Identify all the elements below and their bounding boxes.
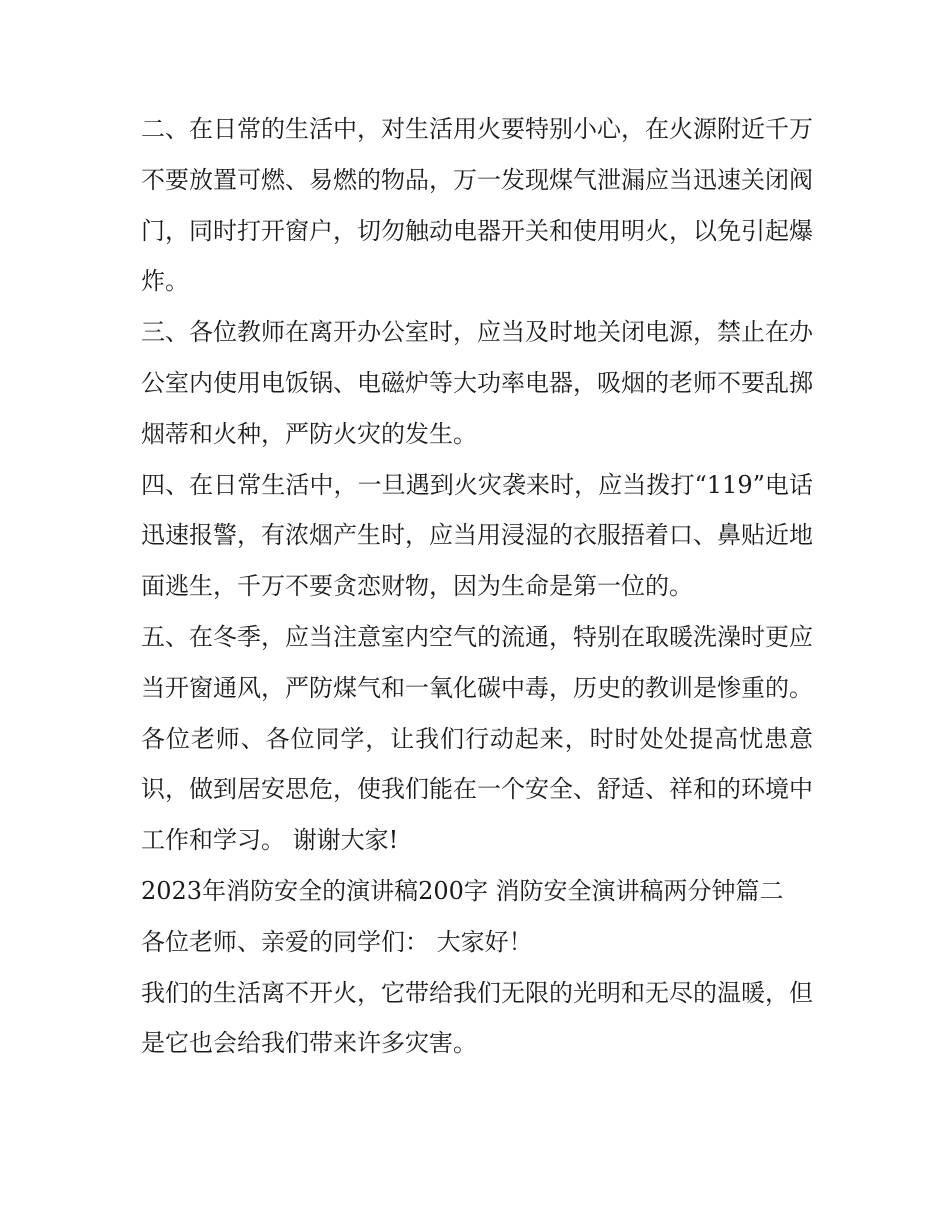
paragraph-fire-safety-daily-life: 二、在日常的生活中，对生活用火要特别小心，在火源附近千万不要放置可燃、易燃的物品，万一发现煤气泄漏应当迅速关闭阀门，同时打开窗户，切勿触动电器开关和使用明火，以免引起爆炸。 — [141, 115, 813, 296]
paragraph-emergency-119: 四、在日常生活中，一旦遇到火灾袭来时，应当拨打“119”电话迅速报警，有浓烟产生时，应当用浸湿的衣服捂着口、鼻贴近地面逃生，千万不要贪恋财物，因为生命是第一位的。 — [141, 470, 813, 601]
paragraph-call-to-action: 各位老师、各位同学，让我们行动起来，时时处处提高忧患意识，做到居安思危，使我们能在一个安全、舒适、祥和的环境中工作和学习。 谢谢大家! — [141, 724, 813, 855]
paragraph-office-power: 三、各位教师在离开办公室时，应当及时地关闭电源，禁止在办公室内使用电饭锅、电磁炉等大功率电器，吸烟的老师不要乱掷烟蒂和火种，严防火灾的发生。 — [141, 318, 813, 448]
section-title: 2023年消防安全的演讲稿200字 消防安全演讲稿两分钟篇二 — [141, 876, 784, 905]
document-body — [141, 104, 813, 1069]
greeting: 各位老师、亲爱的同学们： 大家好！ — [141, 927, 533, 956]
paragraph-winter-ventilation: 五、在冬季，应当注意室内空气的流通，特别在取暖洗澡时更应当开窗通风，严防煤气和一氧化碳中毒，历史的教训是惨重的。 — [141, 622, 813, 702]
paragraph-intro-fire: 我们的生活离不开火，它带给我们无限的光明和无尽的温暖，但是它也会给我们带来许多灾害。 — [141, 978, 813, 1058]
